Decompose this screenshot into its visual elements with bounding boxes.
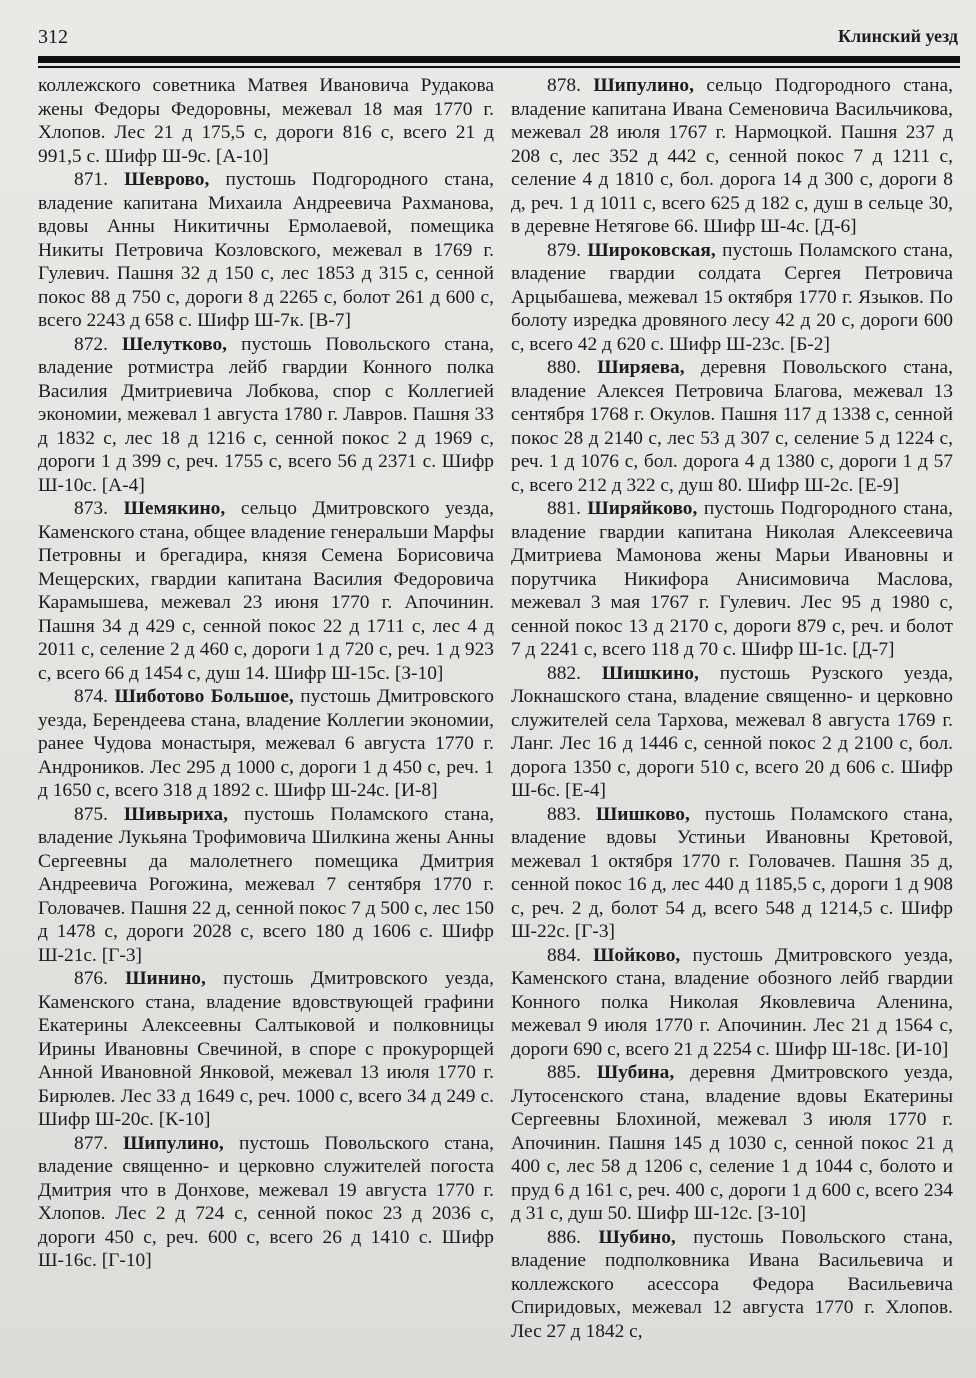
- entry-880: 880. Ширяева, деревня Повольского стана, владение Алексея Петровича Благова, межевал 13 сентября 1768 г. Окулов. Пашня 117 д 1338 с, сенной покос 28 д 2140 с, лес 53 д 307 с, селение 5 д 1224 с, реч. 1 д 1076 с, бол. дорога 4 д 1380 с, дороги 1 д 57 с, всего 212 д 322 с, душ 80. Шифр Ш-2с. [Е-9]: [511, 357, 953, 496]
- entry-885: 885. Шубина, деревня Дмитровского уезда, Лутосенского стана, владение вдовы Екатерины Сергеевны Блохиной, межевал 3 июля 1770 г. Апочинин. Пашня 145 д 1030 с, сенной покос 21 д 400 с, лес 58 д 1206 с, селение 1 д 1044 с, болото и пруд 6 д 161 с, реч. 400 с, дороги 1 д 600 с, всего 234 д 31 с, душ 50. Шифр Ш-12с. [З-10]: [511, 1062, 953, 1224]
- entry-877: 877. Шипулино, пустошь Повольского стана, владение священно- и церковно служителей погоста Дмитрия что в Донхове, межевал 19 августа 1770 г. Хлопов. Лес 2 д 724 с, сенной покос 23 д 2036 с, дороги 450 с, реч. 600 с, всего 26 д 1410 с. Шифр Ш-16с. [Г-10]: [38, 1132, 494, 1271]
- page-number: 312: [38, 26, 68, 48]
- entry-878: 878. Шипулино, сельцо Подгородного стана, владение капитана Ивана Семеновича Васильчикова, межевал 28 июля 1767 г. Нармоцкой. Пашня 237 д 208 с, лес 352 д 442 с, сенной покос 7 д 1211 с, селение 4 д 1810 с, бол. дорога 14 д 300 с, дороги 8 д, реч. 1 д 1011 с, всего 625 д 182 с, душ в сельце 30, в деревне Нетягове 66. Шифр Ш-4с. [Д-6]: [511, 75, 953, 237]
- entry-881: 881. Ширяйково, пустошь Подгородного стана, владение гвардии капитана Николая Алексеевича Дмитриева Мамонова жены Марьи Ивановны и порутчика Никифора Анисимовича Маслова, межевал 3 мая 1767 г. Гулевич. Лес 95 д 1980 с, сенной покос 13 д 2170 с, дороги 879 с, реч. и болот 7 д 2241 с, всего 118 д 70 с. Шифр Ш-1с. [Д-7]: [511, 498, 953, 660]
- left-column: [38, 74, 494, 1273]
- entry-876: 876. Шинино, пустошь Дмитровского уезда, Каменского стана, владение вдовствующей графини Екатерины Алексеевны Салтыковой и полковницы Ирины Ивановны Свечиной, в споре с прокурорщей Анной Ивановной Янковой, межевал 13 июля 1770 г. Бирюлев. Лес 33 д 1649 с, реч. 1000 с, всего 34 д 249 с. Шифр Ш-20с. [К-10]: [38, 968, 494, 1130]
- entry-continuation: коллежского советника Матвея Ивановича Рудакова жены Федоры Федоровны, межевал 18 мая 1770 г. Хлопов. Лес 21 д 175,5 с, дороги 816 с, всего 21 д 991,5 с. Шифр Ш-9с. [А-10]: [38, 75, 494, 167]
- entry-879: 879. Широковская, пустошь Поламского стана, владение гвардии солдата Сергея Петровича Арцыбашева, межевал 15 октября 1770 г. Языков. По болоту изредка дровяного лесу 42 д 20 с, дороги 600 с, всего 42 д 620 с. Шифр Ш-23с. [Б-2]: [511, 239, 953, 355]
- running-title: Клинский уезд: [838, 26, 958, 46]
- entry-882: 882. Шишкино, пустошь Рузского уезда, Локнашского стана, владение священно- и церковно служителей села Тархова, межевал 8 августа 1769 г. Ланг. Лес 16 д 1446 с, сенной покос 2 д 2100 с, бол. дорога 1350 с, дороги 510 с, всего 20 д 606 с. Шифр Ш-6с. [Е-4]: [511, 662, 953, 801]
- entry-875: 875. Шивыриха, пустошь Поламского стана, владение Лукьяна Трофимовича Шилкина жены Анны Сергеевны да малолетнего помещика Дмитрия Андреевича Рогожина, межевал 7 сентября 1770 г. Головачев. Пашня 22 д, сенной покос 7 д 500 с, лес 150 д 1478 с, дороги 2028 с, всего 180 д 1606 с. Шифр Ш-21с. [Г-3]: [38, 803, 494, 966]
- header-rule-thick: [38, 56, 960, 63]
- entry-871: 871. Шеврово, пустошь Подгородного стана, владение капитана Михаила Андреевича Рахманова, вдовы Анны Никитичны Ермолаевой, помещика Никиты Петровича Козловского, межевал в 1769 г. Гулевич. Пашня 32 д 150 с, лес 1853 д 315 с, сенной покос 88 д 750 с, дороги 8 д 2265 с, болот 261 д 600 с, всего 2243 д 658 с. Шифр Ш-7к. [В-7]: [38, 169, 494, 331]
- header-rule-thin: [38, 66, 960, 68]
- entry-884: 884. Шойково, пустошь Дмитровского уезда, Каменского стана, владение обозного лейб гвардии Конного полка Николая Яковлевича Аленина, межевал 9 июля 1770 г. Апочинин. Лес 21 д 1564 с, дороги 690 с, всего 21 д 2254 с. Шифр Ш-18с. [И-10]: [511, 944, 953, 1060]
- right-column: [511, 74, 953, 1343]
- entry-872: 872. Шелутково, пустошь Повольского стана, владение ротмистра лейб гвардии Конного полка Василия Дмитриевича Лобкова, спор с Коллегией экономии, межевал 1 августа 1780 г. Лавров. Пашня 33 д 1832 с, лес 18 д 1216 с, сенной покос 2 д 1969 с, дороги 1 д 399 с, реч. 1755 с, всего 56 д 2371 с. Шифр Ш-10с. [А-4]: [38, 333, 494, 496]
- entry-886: 886. Шубино, пустошь Повольского стана, владение подполковника Ивана Васильевича и коллежского асессора Федора Васильевича Спиридовых, межевал 12 августа 1770 г. Хлопов. Лес 27 д 1842 с,: [511, 1226, 953, 1342]
- entry-883: 883. Шишково, пустошь Поламского стана, владение вдовы Устиньи Ивановны Кретовой, межевал 1 октября 1770 г. Головачев. Пашня 35 д, сенной покос 16 д, лес 440 д 1185,5 с, дороги 1 д 908 с, реч. 2 д, болот 54 д, всего 548 д 1214,5 с. Шифр Ш-22с. [Г-3]: [511, 803, 953, 942]
- entry-874: 874. Шиботово Большое, пустошь Дмитровского уезда, Берендеева стана, владение Коллегии экономии, ранее Чудова монастыря, межевал 6 августа 1770 г. Андроников. Лес 295 д 1000 с, дороги 1 д 450 с, реч. 1 д 1650 с, всего 318 д 1892 с. Шифр Ш-24с. [И-8]: [38, 686, 494, 801]
- entry-873: 873. Шемякино, сельцо Дмитровского уезда, Каменского стана, общее владение генеральши Марфы Петровны и брегадира, князя Семена Борисовича Мещерских, гвардии капитана Василия Федоровича Карамышева, межевал 23 июня 1770 г. Апочинин. Пашня 34 д 429 с, сенной покос 22 д 1711 с, лес 4 д 2011 с, селение 2 д 460 с, дороги 1 д 720 с, реч. 1 д 923 с, всего 66 д 1454 с, душ 14. Шифр Ш-15с. [З-10]: [38, 498, 494, 684]
